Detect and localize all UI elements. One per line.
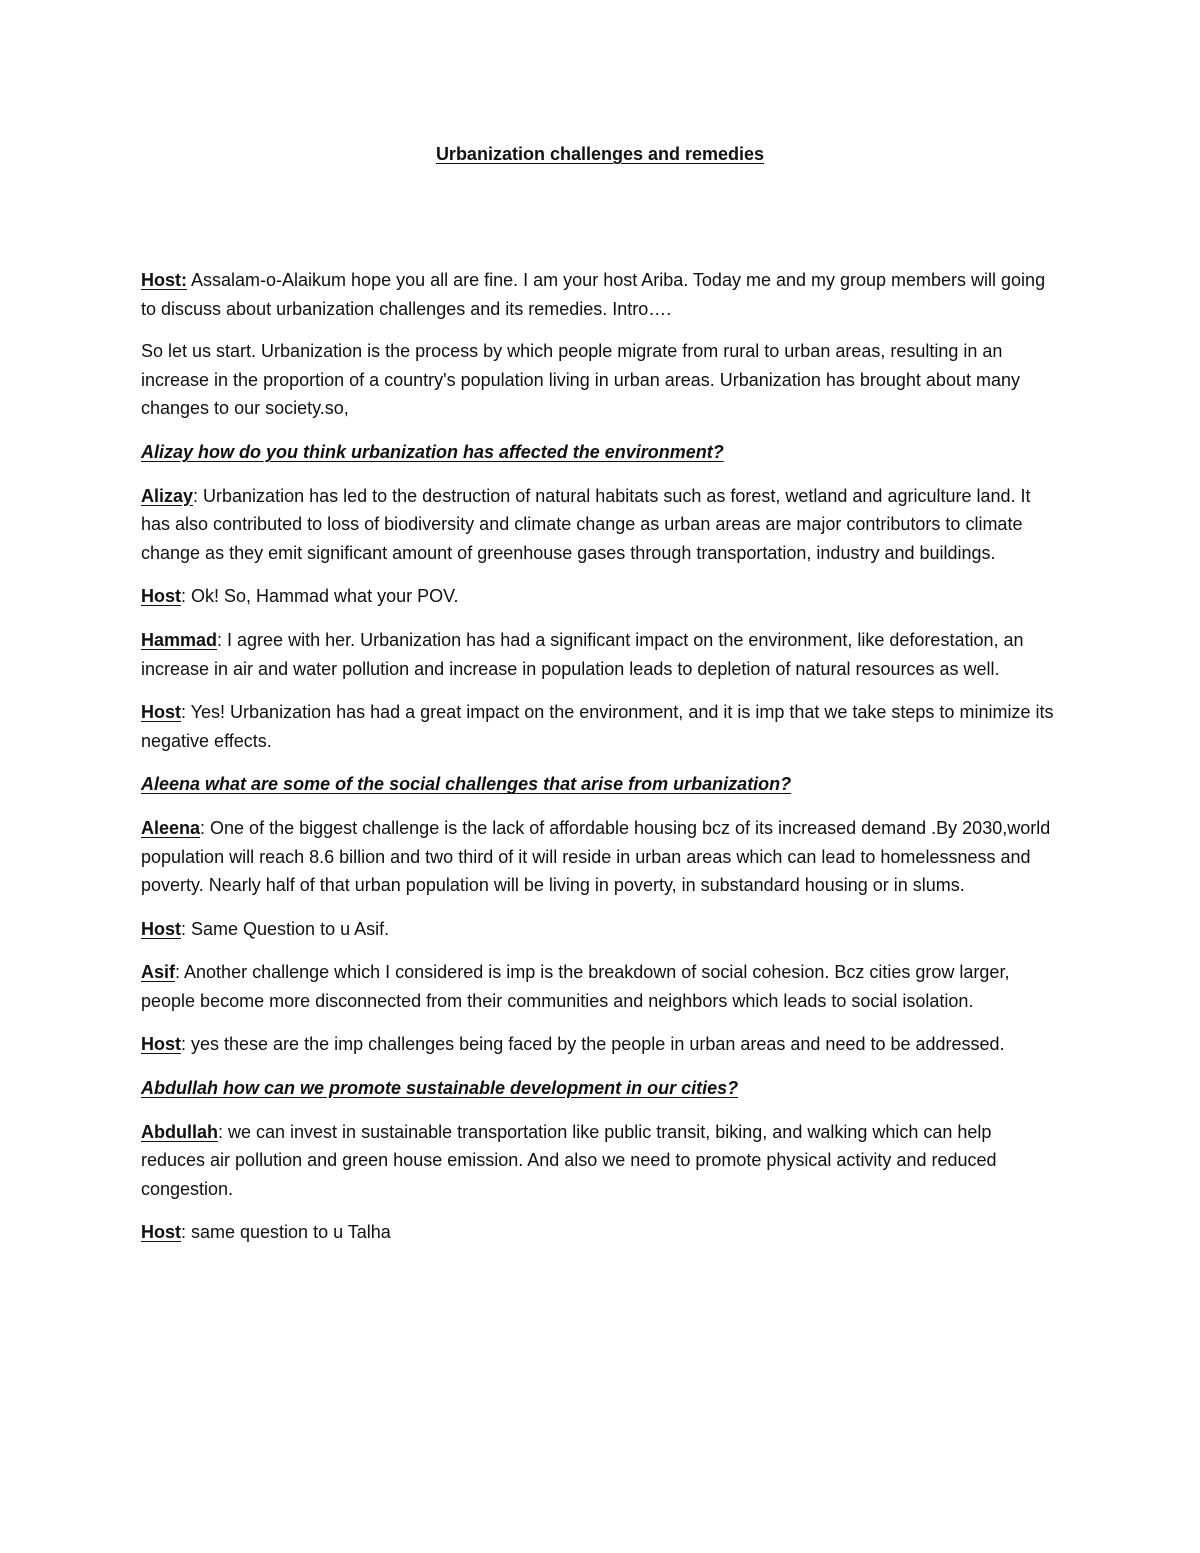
paragraph-definition xyxy=(141,337,1059,423)
paragraph-text: : we can invest in sustainable transportation like public transit, biking, and walking which can help reduces air pollution and green house emission. And also we need to promote physical activity and reduced congestion. xyxy=(141,1121,997,1199)
paragraph-host-5 xyxy=(141,1030,1059,1059)
paragraph-text: : I agree with her. Urbanization has had a significant impact on the environment, like deforestation, an increase in air and water pollution and increase in population leads to depletion of natural resources as well. xyxy=(141,629,1024,679)
paragraph-hammad xyxy=(141,626,1059,683)
paragraph-host-6 xyxy=(141,1218,1059,1247)
paragraph-text: : Yes! Urbanization has had a great impact on the environment, and it is imp that we take steps to minimize its negative effects. xyxy=(141,702,1054,751)
speaker-label: Host xyxy=(141,702,181,723)
paragraph-text: : Ok! So, Hammad what your POV. xyxy=(181,586,459,607)
speaker-label: Host xyxy=(141,918,181,939)
paragraph-text: : Urbanization has led to the destruction of natural habitats such as forest, wetland and agriculture land. It has also contributed to loss of biodiversity and climate change as urban areas are major contributors to climate change as they emit significant amount of greenhouse gases through transportation, industry and buildings. xyxy=(141,485,1031,563)
question-environment xyxy=(141,438,1059,467)
speaker-label: Alizay xyxy=(141,485,194,506)
speaker-label: Host xyxy=(141,1222,181,1243)
paragraph-text: : Same Question to u Asif. xyxy=(181,918,390,939)
question-text: Abdullah how can we promote sustainable development in our cities? xyxy=(141,1078,739,1099)
paragraph-text: Assalam-o-Alaikum hope you all are fine. I am your host Ariba. Today me and my group members will going to discuss about urbanization challenges and its remedies. Intro…. xyxy=(141,270,1046,319)
paragraph-text: : same question to u Talha xyxy=(181,1222,391,1243)
paragraph-alizay xyxy=(141,482,1059,568)
speaker-label: Host xyxy=(141,586,181,607)
paragraph-text: : Another challenge which I considered is imp is the breakdown of social cohesion. Bcz cities grow larger, people become more disconnected from their communities and neighbors which leads to social isolation. xyxy=(141,962,1010,1011)
question-text: Aleena what are some of the social challenges that arise from urbanization? xyxy=(141,774,792,795)
speaker-label: Aleena xyxy=(141,817,201,838)
paragraph-text: : yes these are the imp challenges being faced by the people in urban areas and need to be addressed. xyxy=(181,1034,1005,1055)
paragraph-host-2 xyxy=(141,582,1059,611)
paragraph-host-3 xyxy=(141,698,1059,755)
document-title: Urbanization challenges and remedies xyxy=(435,144,765,164)
paragraph-text: So let us start. Urbanization is the process by which people migrate from rural to urban areas, resulting in an increase in the proportion of a country's population living in urban areas. Urbanization has brought about many changes to our society.so, xyxy=(141,341,1020,419)
question-social xyxy=(141,770,1059,799)
document-body xyxy=(141,266,1059,1262)
question-text: Alizay how do you think urbanization has affected the environment? xyxy=(141,441,724,462)
speaker-label: Hammad xyxy=(141,629,218,650)
question-sustainable xyxy=(141,1074,1059,1103)
paragraph-host-4 xyxy=(141,915,1059,944)
speaker-label: Host xyxy=(141,1034,181,1055)
speaker-label: Host: xyxy=(141,270,187,290)
speaker-label: Abdullah xyxy=(141,1121,218,1142)
speaker-label: Asif xyxy=(141,962,176,983)
paragraph-host-intro xyxy=(141,266,1059,323)
paragraph-abdullah xyxy=(141,1118,1059,1204)
paragraph-text: : One of the biggest challenge is the lack of affordable housing bcz of its increased demand .By 2030,world population will reach 8.6 billion and two third of it will reside in urban areas which can lead to homelessness and poverty. Nearly half of that urban population will be living in poverty, in substandard housing or in slums. xyxy=(141,817,1051,896)
paragraph-aleena xyxy=(141,814,1059,900)
paragraph-asif xyxy=(141,958,1059,1015)
